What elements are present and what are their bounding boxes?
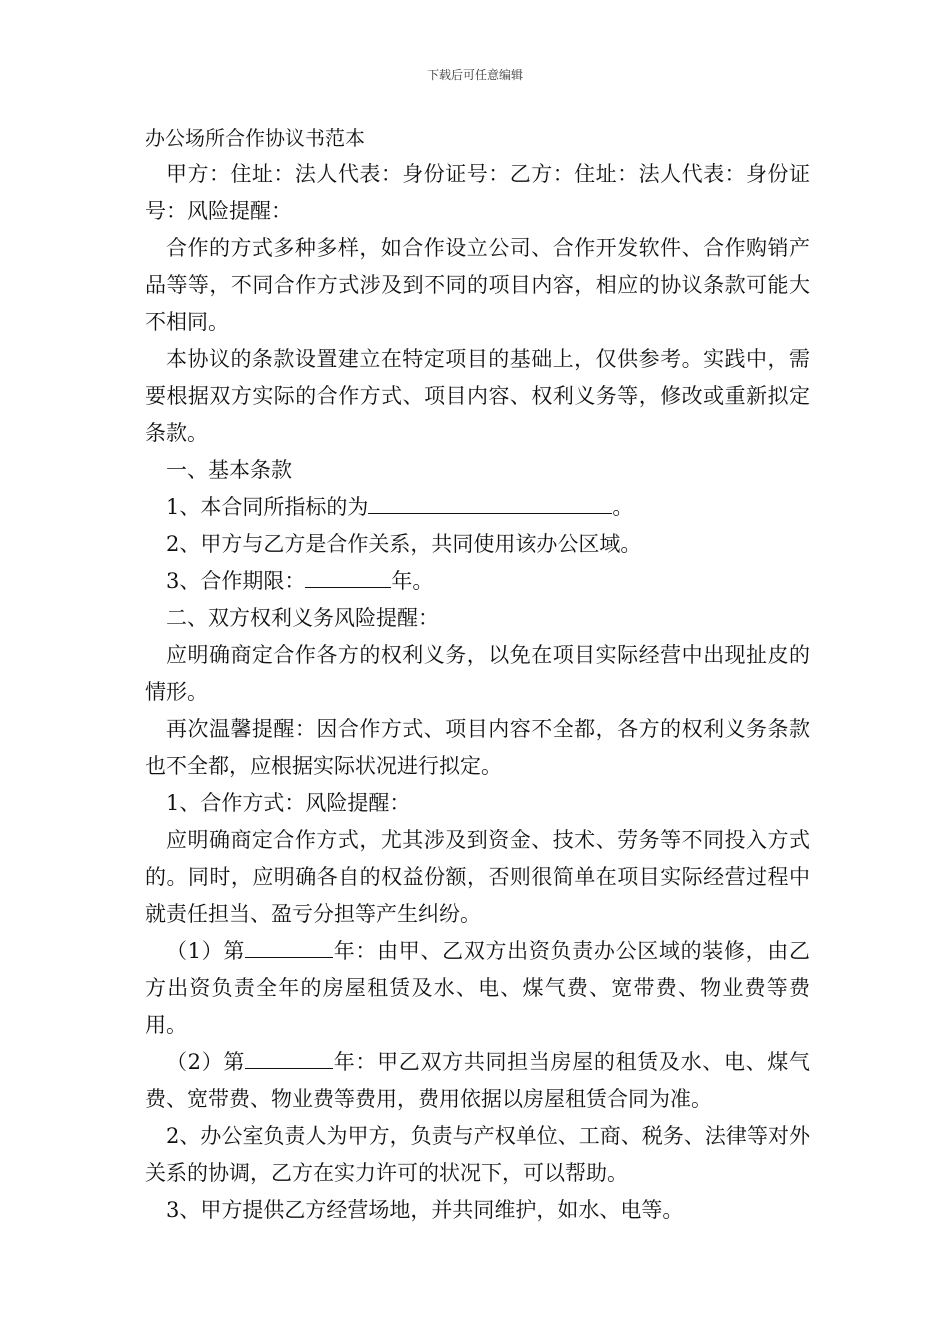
clause-1-1-prefix: 1、本合同所指标的为: [166, 495, 369, 519]
document-title: 办公场所合作协议书范本: [145, 126, 365, 150]
reference-note-paragraph: 本协议的条款设置建立在特定项目的基础上，仅供参考。实践中，需要根据双方实际的合作方式、项目内容、权利义务等，修改或重新拟定条款。: [145, 347, 810, 445]
parties-paragraph: 甲方：住址：法人代表：身份证号：乙方：住址：法人代表：身份证号：风险提醒：: [145, 162, 810, 223]
section-two-heading: 二、双方权利义务风险提醒：: [166, 606, 439, 630]
cooperation-mode-paragraph: 应明确商定合作方式，尤其涉及到资金、技术、劳务等不同投入方式的。同时，应明确各自的权益份额，否则很简单在项目实际经营过程中就责任担当、盈亏分担等产生纠纷。: [145, 828, 810, 926]
clause-1-3: [145, 563, 810, 600]
subject-matter-blank[interactable]: [368, 491, 612, 514]
sub-clause-1-suffix: 年：由甲、乙双方出资负责办公区域的装修，由乙方出资负责全年的房屋租赁及水、电、煤气费、宽带费、物业费等费用。: [145, 939, 810, 1037]
sub-clause-2-prefix: （2）第: [166, 1050, 246, 1074]
clause-1-1: [145, 489, 810, 526]
page-header-note: 下载后可任意编辑: [426, 68, 523, 82]
sub-clause-1-prefix: （1）第: [166, 939, 246, 963]
rights-duties-paragraph: 应明确商定合作各方的权利义务，以免在项目实际经营中出现扯皮的情形。: [145, 643, 810, 704]
clause-2-3: 3、甲方提供乙方经营场地，并共同维护，如水、电等。: [166, 1198, 684, 1222]
cooperation-risk-paragraph: 合作的方式多种多样，如合作设立公司、合作开发软件、合作购销产品等等，不同合作方式涉及到不同的项目内容，相应的协议条款可能大不相同。: [145, 236, 810, 334]
year-1-blank[interactable]: [245, 935, 333, 958]
sub-clause-1: [145, 933, 810, 1044]
document-body: [145, 120, 810, 1229]
sub-clause-2: [145, 1044, 810, 1118]
clause-1-3-prefix: 3、合作期限：: [166, 569, 306, 593]
clause-1-2: 2、甲方与乙方是合作关系，共同使用该办公区域。: [166, 532, 642, 556]
clause-1-1-suffix: 。: [612, 495, 634, 519]
clause-2-2: 2、办公室负责人为甲方，负责与产权单位、工商、税务、法律等对外关系的协调，乙方在实力许可的状况下，可以帮助。: [145, 1124, 810, 1185]
year-2-blank[interactable]: [245, 1046, 333, 1069]
term-years-blank[interactable]: [305, 565, 391, 588]
clause-1-3-suffix: 年。: [391, 569, 434, 593]
reminder-paragraph: 再次温馨提醒：因合作方式、项目内容不全都，各方的权利义务条款也不全都，应根据实际状况进行拟定。: [145, 717, 810, 778]
sub-clause-2-suffix: 年：甲乙双方共同担当房屋的租赁及水、电、煤气费、宽带费、物业费等费用，费用依据以房屋租赁合同为准。: [145, 1050, 810, 1111]
section-one-heading: 一、基本条款: [166, 458, 292, 482]
clause-2-1: 1、合作方式：风险提醒：: [166, 791, 411, 815]
